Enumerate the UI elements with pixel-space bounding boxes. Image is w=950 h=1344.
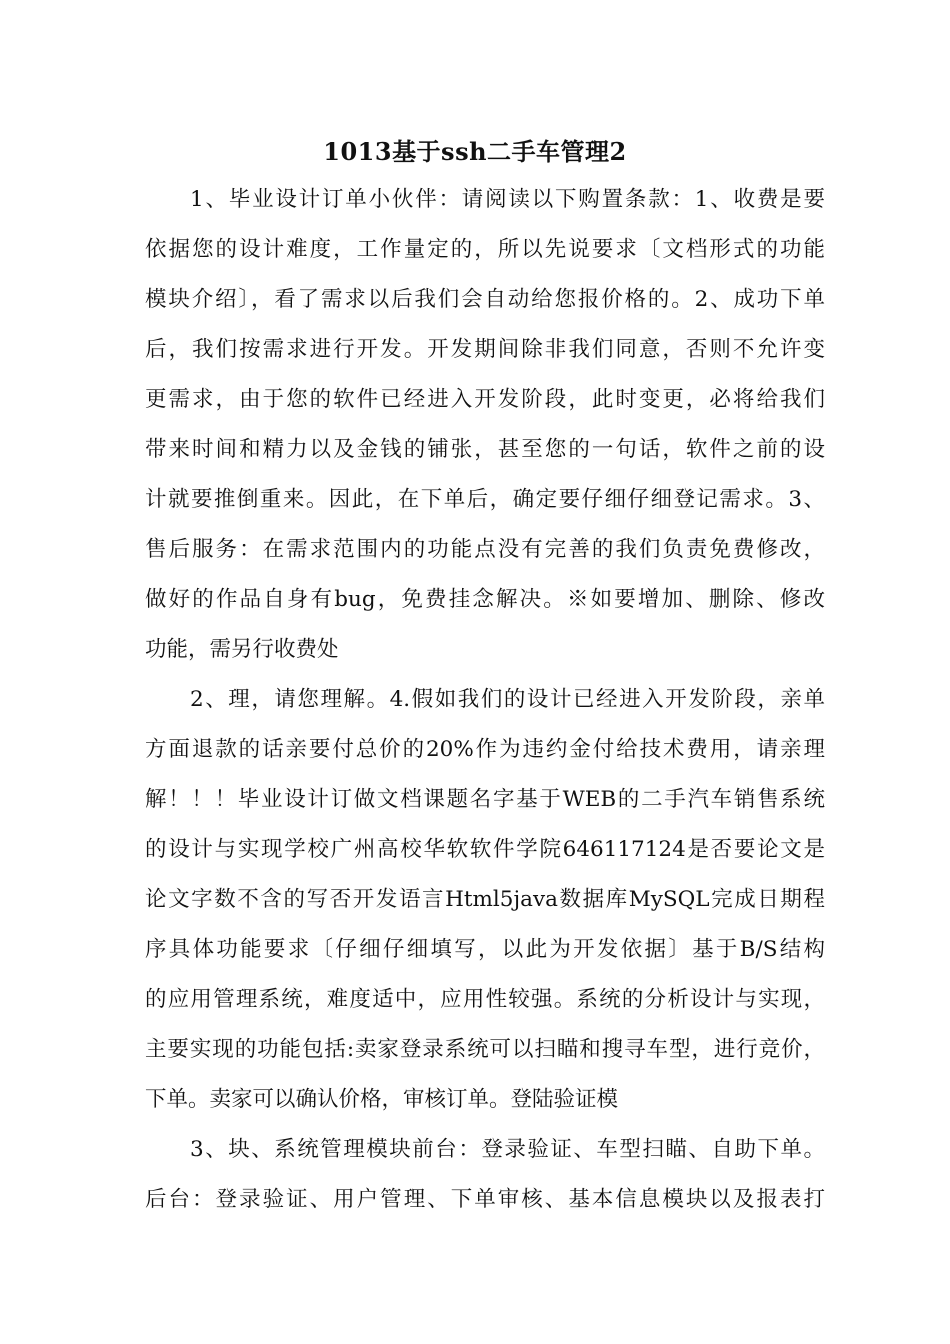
- paragraph-1-line-10: 功能，需另行收费处: [145, 637, 339, 662]
- paragraph-2-line-7: 的应用管理系统，难度适中，应用性较强。系统的分析设计与实现，: [145, 987, 825, 1012]
- document-title: 1013基于ssh二手车管理2: [323, 137, 627, 166]
- paragraph-1-line-7: 计就要推倒重来。因此，在下单后，确定要仔细仔细登记需求。3、: [145, 487, 825, 512]
- paragraph-1-line-5: 更需求，由于您的软件已经进入开发阶段，此时变更，必将给我们: [145, 387, 825, 412]
- paragraph-1-line-9: 做好的作品自身有bug，免费挂念解决。※如要增加、删除、修改: [145, 587, 825, 612]
- paragraph-1-line-4: 后，我们按需求进行开发。开发期间除非我们同意，否则不允许变: [145, 337, 825, 362]
- paragraph-2-line-5: 论文字数不含的写否开发语言Html5java数据库MySQL完成日期程: [145, 887, 825, 912]
- paragraph-1-line-2: 依据您的设计难度，工作量定的，所以先说要求〔文档形式的功能: [145, 237, 825, 262]
- paragraph-2-line-6: 序具体功能要求〔仔细仔细填写，以此为开发依据〕基于B/S结构: [145, 937, 825, 962]
- paragraph-1-line-1: 1、毕业设计订单小伙伴：请阅读以下购置条款：1、收费是要: [190, 187, 825, 212]
- paragraph-3-line-2: 后台：登录验证、用户管理、下单审核、基本信息模块以及报表打: [145, 1187, 825, 1212]
- paragraph-2-line-4: 的设计与实现学校广州高校华软软件学院646117124是否要论文是: [145, 837, 825, 862]
- paragraph-2-line-2: 方面退款的话亲要付总价的20%作为违约金付给技术费用，请亲理: [145, 737, 825, 762]
- paragraph-1-line-6: 带来时间和精力以及金钱的铺张，甚至您的一句话，软件之前的设: [145, 437, 825, 462]
- paragraph-1-line-8: 售后服务：在需求范围内的功能点没有完善的我们负责免费修改，: [145, 537, 825, 562]
- paragraph-3-line-1: 3、块、系统管理模块前台：登录验证、车型扫瞄、自助下单。: [190, 1137, 825, 1162]
- paragraph-2-line-3: 解！！！毕业设计订做文档课题名字基于WEB的二手汽车销售系统: [145, 787, 825, 812]
- paragraph-1-line-3: 模块介绍〕，看了需求以后我们会自动给您报价格的。2、成功下单: [145, 287, 825, 312]
- paragraph-2-line-8: 主要实现的功能包括:卖家登录系统可以扫瞄和搜寻车型，进行竞价，: [145, 1037, 825, 1062]
- paragraph-2-line-9: 下单。卖家可以确认价格，审核订单。登陆验证模: [145, 1087, 619, 1112]
- paragraph-2-line-1: 2、理，请您理解。4.假如我们的设计已经进入开发阶段，亲单: [190, 687, 825, 712]
